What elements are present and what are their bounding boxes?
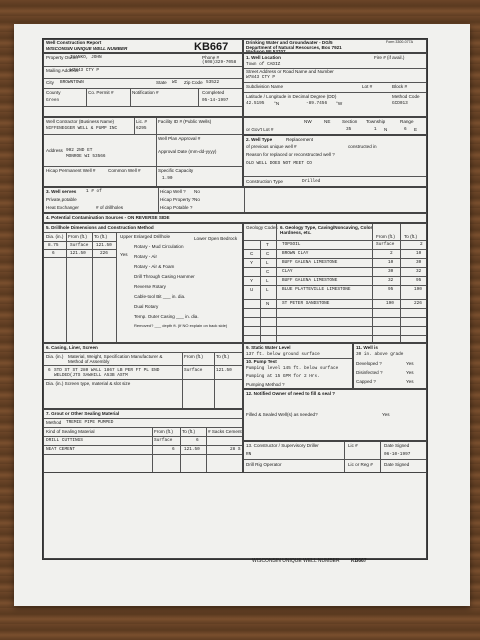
footer-number: KB667 [351,558,367,564]
well-type-label: 2. Well Type [246,137,273,142]
street-value: W7843 CTY P [246,75,275,80]
geology-row1-desc: TOPSOIL [282,242,301,247]
town-value: Town of CADIZ [246,62,281,67]
dept-cell [243,39,427,53]
method-6: Cable-tool Bit ___ in. dia. [134,294,186,299]
section-township-block [243,117,427,135]
geology-row2-to: 10 [416,251,422,256]
geology-row5-from: 32 [388,278,394,283]
date-signed-value: 06-10-1997 [384,452,411,457]
geology-to-label: To (ft.) [404,234,418,239]
grout-block [43,409,243,473]
address-line-2: MONROE WI 53566 [66,154,106,159]
common-well-label: Common Well # [108,168,141,173]
capped-answer: Yes [406,379,414,384]
form-bottom-space [43,473,427,559]
county-label: County [46,90,61,95]
geology-row4-desc: CLAY [282,269,293,274]
casing-material-label: Material, Weight, Specification Manufacturer & Method of Assembly [68,354,163,365]
well-location-block [243,53,427,117]
drillhole-from-header: From (ft.) [68,234,87,239]
previous-well-label: of previous unique well # [246,144,297,149]
casing-row1-dia: 6 [48,368,51,373]
signature-block [243,441,427,473]
constructed-in-label: constructed in [348,144,377,149]
govt-lot-label: or Gov't Lot # [246,127,274,132]
hicap-property-label: Hicap Property ? [160,197,195,202]
developed-answer: Yes [406,361,414,366]
reason-value: OLD WELL DOES NOT MEET CO [246,161,312,166]
specific-capacity-label: Specific Capacity [158,168,194,173]
hicap-permanent-label: Hicap Permanent Well # [46,168,96,173]
geology-row5-code1: Y [250,278,254,283]
longitude-unit: °W [336,101,343,106]
geology-row4-from: 30 [388,269,394,274]
hicap-well-label: Hicap Well ? [160,189,186,194]
geology-row4-code2: C [266,269,270,274]
township-value: 1 [374,127,377,132]
property-owner-block [43,53,243,117]
static-water-label: 9. Static Water Level [246,345,291,350]
method-2: Rotary - Air [134,254,157,259]
range-value: 6 [404,127,407,132]
notified-label: 12. Notified Owner of need to fill & seal ? [246,391,336,396]
drillhole-row1-dia: 8.75 [48,243,59,248]
constructor-lic-label: Lic # [348,443,358,448]
owner-value: IVANKO, JOHN [70,55,102,60]
disinfected-answer: Yes [406,370,414,375]
mailing-label: Mailing Address [46,68,79,73]
heat-exchanger-label: Heat Exchanger [46,205,79,210]
license-label: Lic. # [136,119,147,124]
fire-label: Fire # (if avail.) [374,55,405,60]
dept-line-3: Madison WI 53707 [246,49,286,53]
replacement-label: Replacement [286,137,314,142]
method-9: Removed? ___ depth ft. (If NO explain on back side) [134,323,228,328]
drillhole-row2-dia: 6 [52,251,55,256]
constructor-label: 13. Constructor / Supervisory Driller [246,443,319,448]
pump-test-line-2: Pumping at 15 GPM for 2 Hrs. [246,374,320,379]
geology-codes-label: Geology Codes [246,225,278,230]
drillhole-label: 5. Drillhole Dimensions and Construction Method [46,225,154,230]
notified-block [243,389,427,441]
specific-capacity-value: 1.90 [162,176,173,181]
facility-label: Facility ID # (Public Wells) [158,119,212,124]
lower-bedrock-label: Lower Open Bedrock [194,236,238,241]
county-value: Green [46,98,60,103]
well-type-block [243,135,427,187]
disinfected-label: Disinfected ? [356,370,383,375]
nw-label: NW [304,119,312,124]
grout-row1-to: 6 [196,438,199,443]
geology-row5-desc: BUFF GALENA LIMESTONE [282,278,338,283]
well-is-block [353,343,427,389]
latitude-unit: °N [274,101,280,106]
sealing-kind-label: Kind of Sealing Material [46,429,95,434]
construction-type-value: Drilled [302,179,321,184]
geology-row2-code1: C [250,251,254,256]
grout-label: 7. Grout or Other Sealing Material [46,411,120,416]
drillholes-label: # of drillholes [96,205,124,210]
method-code-label: Method Code [392,94,420,99]
state-value: WI [172,80,178,85]
geology-row6-code1: U [250,287,254,292]
hicap-potable-label: Hicap Potable ? [160,205,193,210]
phone-label: Phone # [202,55,220,60]
contamination-block [43,213,427,223]
geology-row3-to: 30 [416,260,422,265]
geology-row2-desc: BROWN CLAY [282,251,309,256]
geology-row5-to: 95 [416,278,422,283]
geology-row2-from: 2 [390,251,393,256]
rig-lic-label: Lic or Reg # [348,462,373,467]
reason-label: Reason for replaced or reconstructed well ? [246,152,335,157]
dept-line-2: Department of Natural Resources, Box 7921 [246,44,342,50]
geology-row6-to: 190 [414,287,422,292]
well-serves-block [43,187,427,213]
method-code-value: GCD013 [392,101,408,106]
unique-well-number: KB667 [194,41,229,53]
grout-row2-to: 121.50 [184,447,200,452]
plan-approval-label: Well Plan Approval # [158,136,201,141]
section-value: 35 [346,127,352,132]
range-label: Range [400,119,414,124]
geology-from-label: From (ft.) [376,234,395,239]
grout-row1-kind: DRILL CUTTINGS [46,438,83,443]
rig-date-label: Date Signed [384,462,410,467]
township-direction: N [384,127,388,132]
contractor-label: Well Contractor (Business Name) [46,119,115,124]
date-signed-label: Date Signed [384,443,410,448]
drillhole-block [43,223,243,343]
casing-row1-material: STD ST ST 280 WALL 1867 LB PER FT PL END WELDED(JTS SAWHILL A53B ASTM [54,368,160,379]
geology-row3-code2: L [266,260,269,265]
grout-row2-kind: NEAT CEMENT [46,447,75,452]
lot-label: Lot # [362,84,373,89]
construction-type-label: Construction Type [246,179,283,184]
range-direction: E [414,127,418,132]
copermit-label: Co. Permit # [88,90,114,95]
method-1: Rotary - Mud Circulation [134,244,184,249]
well-construction-form [42,38,428,560]
grout-method-value: TREMIE PIPE PUMPED [66,420,114,425]
geology-row3-from: 10 [388,260,394,265]
geology-row6-code2: L [266,287,269,292]
casing-row1-to: 121.50 [216,368,232,373]
sacks-cement-label: # Sacks Cement [208,429,242,434]
state-label: State [156,80,167,85]
rig-operator-label: Drill Rig Operator [246,462,282,467]
pump-test-label: 10. Pump Test [246,359,277,364]
geology-row7-to: 226 [414,301,422,306]
city-value: BROWNTOWN [60,80,84,85]
geology-row2-code2: C [266,251,270,256]
drillhole-row1-to: 121.50 [96,243,112,248]
casing-row1-from: Surface [184,368,203,373]
phone-value: (608)329-7058 [202,60,237,65]
filled-sealed-answer: Yes [382,412,390,417]
screen-label: Dia. (in.) Screen type, material & slot size [46,381,131,386]
geology-row1-code2: T [266,242,269,247]
longitude-value: -89.7456 [306,101,328,106]
well-serves-count: 1 # of [86,189,102,194]
geology-row4-to: 32 [416,269,422,274]
water-level-block [243,343,353,389]
drillhole-row2-to: 226 [100,251,108,256]
geology-row3-code1: Y [250,260,254,265]
well-is-depth: 30 in. above grade [356,352,404,357]
constructor-rn: RN [246,452,252,457]
geology-row6-desc: BLUE PLATTEVILLE LIMESTONE [282,287,351,292]
geology-label: 6. Geology Type, Caving/Noncaving, Color, Hardness, etc. [280,225,374,236]
geology-row3-desc: BUFF GALENA LIMESTONE [282,260,338,265]
method-5: Reverse Rotary [134,284,166,289]
upper-drillhole-label: Upper Enlarged Drillhole [120,234,171,239]
casing-to-label: To (ft.) [216,354,230,359]
section-label: Section [342,119,358,124]
city-label: City [46,80,54,85]
drillhole-yes: Yes [120,252,128,257]
zip-label: Zip Code [184,80,203,85]
method-8: Temp. Outer Casing ___ in. dia. [134,314,199,319]
well-is-label: 11. Well is [356,345,378,350]
geology-row5-code2: L [266,278,269,283]
developed-label: Developed ? [356,361,382,366]
latlong-label: Latitude / Longitude in Decimal Degree (DD) [246,94,337,99]
method-3: Rotary - Air & Foam [134,264,175,269]
grout-row2-from: 6 [172,447,175,452]
address-line-1: 902 2ND ET [66,148,93,153]
block-label: Block # [392,84,408,89]
ne-label: NE [324,119,331,124]
form-number: Form 3300-077A [386,40,413,44]
subdivision-label: Subdivision Name [246,84,284,89]
form-title-cell [43,39,243,53]
grout-row1-from: Surface [154,438,173,443]
grout-to-label: To (ft.) [182,429,196,434]
notification-label: Notification # [132,90,159,95]
approval-date-label: Approval Date (mm-dd-yyyy) [158,149,217,154]
hicap-well-answer: No [194,189,200,194]
geology-row6-from: 95 [388,287,394,292]
drillhole-row2-from: 121.50 [70,251,86,256]
capped-label: Capped ? [356,379,376,384]
street-label: Street Address or Road Name and Number [246,69,334,74]
casing-from-label: From (ft.) [184,354,203,359]
static-water-value: 137 ft. below ground surface [246,352,320,357]
owner-label: Property Owner [46,55,79,60]
pump-test-line-1: Pumping level 145 ft. below surface [246,366,339,371]
grout-row2-sacks: 28 S [230,447,241,452]
dept-line-1: Drinking Water and Groundwater - DG/5 [246,40,333,45]
drillhole-to-header: To (ft.) [94,234,108,239]
well-serves-label: 3. Well serves [46,189,77,194]
address-label: Address [46,148,63,153]
casing-block [43,343,243,409]
geology-row7-code2: N [266,301,270,306]
private-potable-label: Private,potable [46,197,77,202]
grout-method-label: Method [46,420,62,425]
form-title: Well Construction Report [46,40,102,45]
latitude-value: 42.5195 [246,101,265,106]
footer [252,558,367,564]
filled-sealed-label: Filled & Sealed Well(s) as needed? [246,412,318,417]
contractor-block [43,117,243,187]
well-location-label: 1. Well Location [246,55,281,60]
license-value: 6295 [136,126,147,131]
drillhole-row1-from: Surface [70,243,89,248]
method-4: Drill Through Casing Hammer [134,274,195,279]
geology-row1-to: 2 [420,242,423,247]
geology-row1-from: Surface [376,242,395,247]
form-subtitle: WISCONSIN UNIQUE WELL NUMBER [46,46,128,51]
footer-text: WISCONSIN UNIQUE WELL NUMBER [252,558,340,564]
mailing-value: W7843 CTY P [70,68,99,73]
geology-row7-desc: ST PETER SANDSTONE [282,301,330,306]
pump-method-label: Pumping Method ? [246,382,285,387]
completed-label: Completed [202,90,225,95]
grout-from-label: From (ft.) [154,429,173,434]
contamination-label: 4. Potential Contamination Sources - ON REVERSE SIDE [46,215,170,220]
casing-dia-label: Dia. (in.) [46,354,64,359]
zip-value: 53522 [206,80,220,85]
drillhole-dia-header: Dia. (in.) [46,234,64,239]
completed-value: 05-14-1997 [202,98,229,103]
geology-block [243,223,427,343]
casing-label: 6. Casing, Liner, Screen [46,345,98,350]
hicap-property-answer: No [194,197,200,202]
geology-row7-from: 190 [386,301,394,306]
township-label: Township [366,119,386,124]
contractor-name: NIFFENEGGER WELL & PUMP INC [46,126,118,131]
method-7: Dual Rotary [134,304,159,309]
